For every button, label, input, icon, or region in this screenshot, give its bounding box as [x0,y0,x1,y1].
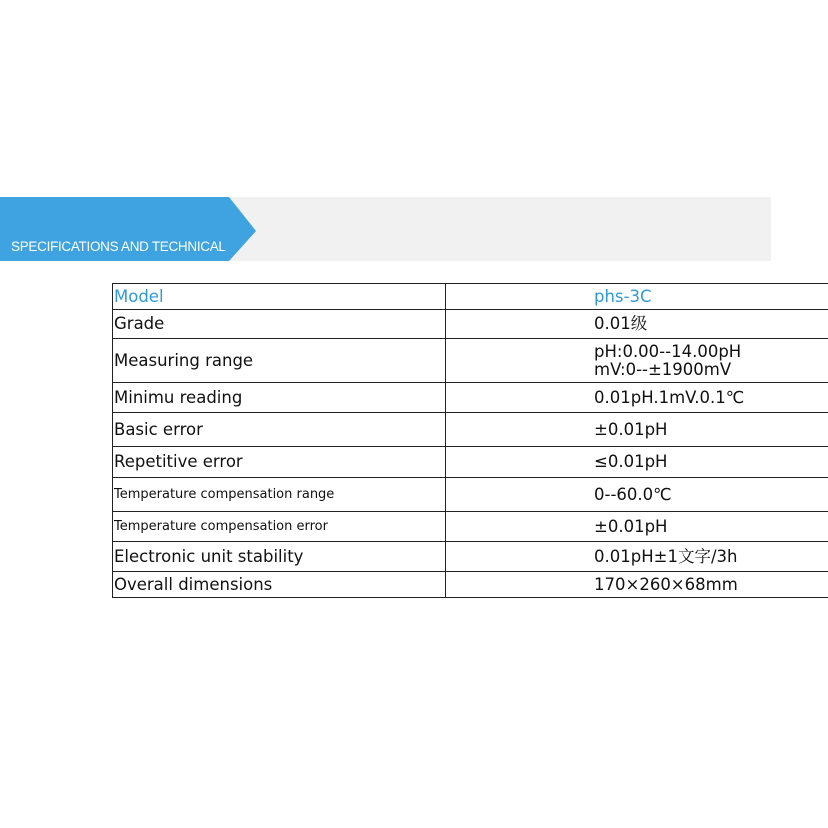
row-label: Grade [113,310,446,339]
section-title: SPECIFICATIONS AND TECHNICAL [11,239,226,254]
row-label: Temperature compensation range [113,478,446,512]
table-row [113,512,828,542]
row-label: Overall dimensions [113,572,446,598]
row-label: Temperature compensation error [113,512,446,542]
row-value-line: mV:0--±1900mV [594,359,732,379]
header-value: phs-3C [446,284,828,310]
table-row [113,383,828,413]
row-value: ±0.01pH [446,512,828,542]
row-value: 0--60.0℃ [446,478,828,512]
table-row [113,447,828,478]
row-label: Repetitive error [113,447,446,478]
table-row [113,339,828,383]
row-label: Electronic unit stability [113,542,446,572]
row-label: Measuring range [113,339,446,383]
row-value: 0.01pH.1mV.0.1℃ [446,383,828,413]
row-value: ≤0.01pH [446,447,828,478]
row-value-line: pH:0.00--14.00pH [594,341,742,361]
header-label: Model [113,284,446,310]
table-row [113,542,828,572]
row-value [446,339,828,383]
table-row [113,413,828,447]
table-row [113,310,828,339]
spec-table [112,283,828,598]
table-row [113,572,828,598]
row-value: ±0.01pH [446,413,828,447]
table-header-row [113,284,828,310]
row-label: Basic error [113,413,446,447]
row-value: 170×260×68mm [446,572,828,598]
row-value: 0.01pH±1文字/3h [446,542,828,572]
row-value: 0.01级 [446,310,828,339]
table-row [113,478,828,512]
row-label: Minimu reading [113,383,446,413]
